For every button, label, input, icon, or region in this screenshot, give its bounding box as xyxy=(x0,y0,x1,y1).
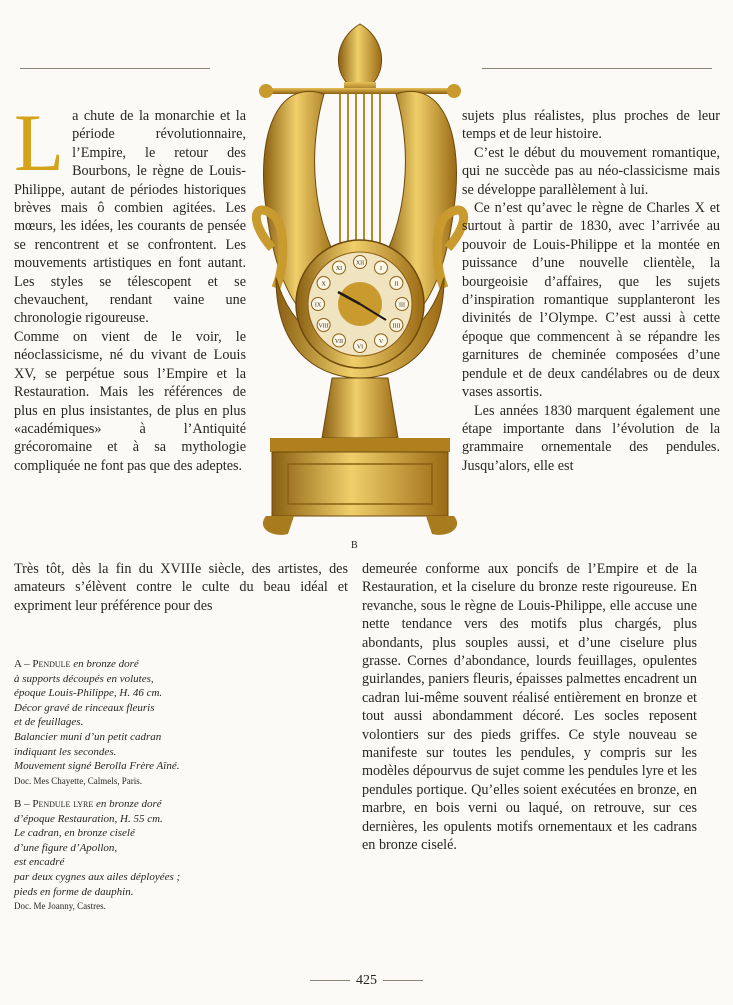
clock-numeral: VI xyxy=(356,344,364,351)
right-para-4: Les années 1830 marquent également une étape importante dans l’évolution de la grammaire ornementale des pendules. Jusqu’alors, elle est xyxy=(462,402,720,474)
folio-dash-left xyxy=(310,980,350,981)
left-para-1: La chute de la monarchie et la période révolutionnaire, l’Empire, le retour des Bourbons, le règne de Louis-Philippe, autant de périodes historiques brèves mais ô combien agitées. Les mœurs, les idées, les courants de pensée se rencontrent et se confrontent. Les mouvements artistiques en font autant. Les styles se télescopent et se chevauchent, rendant vaine une chronologie rigoureuse. xyxy=(14,97,246,327)
right-column-bottom xyxy=(362,560,697,855)
left-para-3: Très tôt, dès la fin du XVIIIe siècle, des artistes, des amateurs s’élèvent contre le culte du beau idéal et expriment leur préférence pour des xyxy=(14,561,348,614)
clock-numeral: III xyxy=(399,302,405,309)
left-para-3-block xyxy=(14,560,348,615)
page-number: 425 xyxy=(356,973,377,988)
figure-label: B xyxy=(351,540,358,551)
clock-numeral: XII xyxy=(355,260,365,267)
caption-a-doc: Doc. Mes Chayette, Calmels, Paris. xyxy=(14,775,142,786)
clock-numeral: II xyxy=(394,281,399,288)
left-para-2: Comme on vient de le voir, le néoclassicisme, né du vivant de Louis XV, se perpétue sous l’Empire et la Restauration. Mais les références de plus en plus insistantes, de plus en plus «académiques» à l’Antiquité grécoromaine et à sa mythologie compliquée ne font pas que des adeptes. xyxy=(14,328,246,474)
right-para-1: sujets plus réalistes, plus proches de leur temps et de leur histoire. xyxy=(462,108,720,143)
clock-photo xyxy=(236,18,484,540)
drop-cap: L xyxy=(14,97,65,188)
caption-a: A – Pendule en bronze doré à supports découpés en volutes, époque Louis-Philippe, H. 46 cm. Décor gravé de rinceaux fleuris et de feuillages. Balancier muni d’un petit cadran indiquant les secondes. Mouvement signé Berolla Frère Aîné. Doc. Mes Chayette, Calmels, Paris. xyxy=(14,657,234,788)
caption-b: B – Pendule lyre en bronze doré d’époque Restauration, H. 55 cm. Le cadran, en bronze ciselé d’une figure d’Apollon, est encadré par deux cygnes aux ailes déployées ; pieds en forme de dauphin. Doc. Me Joanny, Castres. xyxy=(14,797,234,914)
folio-dash-right xyxy=(383,980,423,981)
top-rule-left xyxy=(20,68,210,69)
right-column-top xyxy=(462,107,720,475)
top-rule-right xyxy=(482,68,712,69)
clock-numeral: V xyxy=(378,338,384,345)
lyre-clock-illustration xyxy=(236,18,484,540)
clock-numeral: IX xyxy=(314,302,322,309)
left-column xyxy=(14,97,246,475)
right-para-2: C’est le début du mouvement romantique, qui ne succède pas au néo-classicisme mais se développe parallèlement à lui. xyxy=(462,144,720,198)
clock-numeral: VII xyxy=(334,338,344,345)
clock-numeral: IIII xyxy=(392,323,401,330)
right-para-5: demeurée conforme aux poncifs de l’Empire et de la Restauration, et la ciselure du bronze reste rigoureuse. En revanche, sous le règne de Louis-Philippe, elle accuse une nette tendance vers des motifs plus chargés, plus abondants, plus souples aussi, et d’une ciselure plus grasse. Cornes d’abondance, lourds feuillages, opulentes guirlandes, paniers fleuris, épaisses palmettes encadrent un cadran lui-même souvent réalisé entièrement en bronze et tout aussi abondamment décoré. Les socles reposent volontiers sur des pieds griffes. Ce style nouveau se manifeste sur toutes les pendules, y compris sur les modèles dépourvus de sujet comme les pendules lyre et les pendules portique. Qu’elles soient exécutées en bronze, en marbre, en bois verni ou laqué, on retrouve, sur ces dernières, les opulents motifs ornementaux et les cadrans en bronze ciselé. xyxy=(362,561,697,854)
right-para-3: Ce n’est qu’avec le règne de Charles X et surtout à partir de 1830, avec l’arrivée au pouvoir de Louis-Philippe et la montée en puissance d’une nouvelle clientèle, la bourgeoisie d’affaires, que les sujets d’inspiration romantique supplanteront les divinités de l’Olympe. C’est aussi à cette époque que commencent à se répandre les garnitures de cheminée composées d’une pendule et de deux candélabres ou de deux vases assortis. xyxy=(462,200,720,401)
clock-numeral: VIII xyxy=(318,323,329,330)
clock-numeral: X xyxy=(321,281,326,288)
clock-numeral: I xyxy=(380,266,382,273)
clock-numeral: XI xyxy=(335,266,343,273)
caption-b-doc: Doc. Me Joanny, Castres. xyxy=(14,901,106,912)
page-number-block xyxy=(0,973,733,989)
